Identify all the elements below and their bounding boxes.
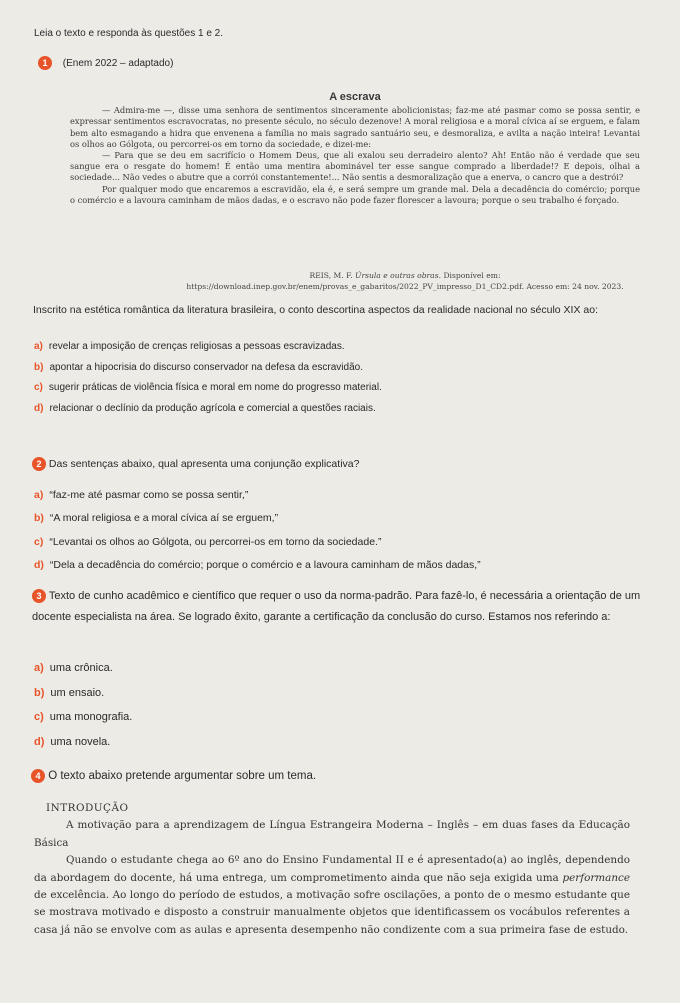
question-3-options bbox=[34, 662, 132, 760]
question-number-badge: 2 bbox=[32, 457, 46, 471]
option-text: apontar a hipocrisia do discurso conservador na defesa da escravidão. bbox=[49, 361, 363, 373]
question-3-text: Texto de cunho acadêmico e científico que requer o uso da norma-padrão. Para fazê-lo, é necessária a orientação de um docente especialista na área. Se logrado êxito, garante a certificação da conclusão do curso. Estamos nos referindo a: bbox=[32, 590, 641, 623]
option-d[interactable] bbox=[34, 736, 132, 748]
option-a[interactable] bbox=[34, 489, 481, 501]
option-letter: c) bbox=[34, 535, 44, 548]
question-1-header bbox=[38, 56, 173, 70]
option-letter: b) bbox=[34, 512, 44, 525]
question-2-stem bbox=[32, 456, 359, 472]
option-letter: b) bbox=[34, 686, 45, 699]
option-c[interactable] bbox=[34, 382, 382, 393]
option-a[interactable] bbox=[34, 662, 132, 674]
passage-paragraph: — Admira-me —, disse uma senhora de sentimentos sinceramente abolicionistas; faz-me até pasmar como se possa sentir, e expressar sentimentos escravocratas, no presente século, no século dezenove! A moral religiosa e a moral cívica aí se erguem, e falam bem alto esmagando a hidra que envenena a família no mais sagrado santuário seu, e desmoraliza, e avilta a nação inteira! Levantai os olhos ao Gólgota, ou percorrei-os em torno da sociedade, e dizei-me: bbox=[70, 105, 640, 149]
option-b[interactable] bbox=[34, 512, 481, 524]
option-letter: b) bbox=[34, 361, 44, 373]
passage-title: A escrava bbox=[329, 91, 381, 103]
question-number-badge: 3 bbox=[32, 589, 46, 603]
option-text: “A moral religiosa e a moral cívica aí se erguem,” bbox=[49, 512, 279, 525]
option-b[interactable] bbox=[34, 362, 382, 373]
question-source: (Enem 2022 – adaptado) bbox=[62, 57, 174, 69]
question-number-badge: 4 bbox=[31, 769, 45, 783]
essay-text: de excelência. Ao longo do período de estudos, a motivação sofre oscilações, a ponto de o mesmo estudante que se mostrava motivado e disposto a construir manualmente objetos que identificassem os vocábulos referentes a casa já não se envolve com as aulas e apresenta desempenho não condizente com a sua primeira fase de estudo. bbox=[34, 889, 630, 936]
option-text: uma crônica. bbox=[49, 662, 113, 674]
option-b[interactable] bbox=[34, 687, 132, 699]
question-3-stem bbox=[32, 586, 642, 627]
option-text: “Levantai os olhos ao Gólgota, ou percorrei-os em torno da sociedade.” bbox=[49, 535, 382, 548]
question-1-stem: Inscrito na estética romântica da literatura brasileira, o conto descortina aspectos da realidade nacional no século XIX ao: bbox=[33, 304, 598, 316]
question-4-stem bbox=[31, 768, 316, 784]
citation-author: REIS, M. F. bbox=[309, 271, 356, 280]
option-text: uma monografia. bbox=[49, 711, 133, 723]
passage-paragraph: Por qualquer modo que encaremos a escravidão, ela é, e será sempre um grande mal. Dela a decadência do comércio; porque o comércio e a lavoura caminham de mãos dadas, e o escravo não pode fazer florescer a lavoura; porque o seu trabalho é forçado. bbox=[70, 183, 640, 205]
question-2-options bbox=[34, 489, 481, 582]
option-letter: a) bbox=[34, 489, 44, 501]
option-text: “faz-me até pasmar como se possa sentir,” bbox=[49, 489, 249, 501]
option-letter: a) bbox=[34, 662, 44, 674]
passage-paragraph: — Para que se deu em sacrifício o Homem Deus, que ali exalou seu derradeiro alento? Ah! Então não é verdade que seu sangue era o resgate do homem! É então uma mentira abominável ter esse sangue comprado a liberdade!? E depois, olhai a sociedade... Não vedes o abutre que a corrói constantemente!... Não sentis a desmoralização que a enerva, o cancro que a destrói? bbox=[70, 150, 640, 183]
citation-rest: . Disponível em: https://download.inep.gov.br/enem/provas_e_gabaritos/2022_PV_impresso_D1_CD2.pdf. Acesso em: 24 nov. 2023. bbox=[186, 271, 624, 291]
option-text: “Dela a decadência do comércio; porque o comércio e a lavoura caminham de mãos dadas,” bbox=[49, 558, 481, 571]
option-letter: c) bbox=[34, 382, 43, 393]
option-d[interactable] bbox=[34, 559, 481, 571]
option-letter: d) bbox=[34, 735, 45, 748]
citation-title: Úrsula e outras obras bbox=[355, 271, 439, 280]
essay-text: Quando o estudante chega ao 6º ano do Ensino Fundamental II e é apresentado(a) ao inglês, dependendo da abordagem do docente, há uma entrega, um comprometimento ainda que não seja exigida uma bbox=[34, 854, 630, 884]
passage-a-escrava bbox=[70, 92, 640, 206]
option-c[interactable] bbox=[34, 711, 132, 723]
option-letter: d) bbox=[34, 558, 44, 571]
option-text: relacionar o declínio da produção agrícola e comercial a questões raciais. bbox=[49, 402, 376, 414]
essay-heading: INTRODUÇÃO bbox=[46, 802, 129, 814]
essay-excerpt bbox=[34, 800, 630, 939]
essay-paragraph bbox=[34, 852, 630, 939]
question-number-badge: 1 bbox=[38, 56, 52, 70]
option-letter: d) bbox=[34, 402, 44, 414]
intro-instruction: Leia o texto e responda às questões 1 e 2. bbox=[34, 28, 224, 39]
option-a[interactable] bbox=[34, 341, 382, 352]
option-text: revelar a imposição de crenças religiosas a pessoas escravizadas. bbox=[48, 341, 345, 352]
option-text: uma novela. bbox=[50, 735, 111, 748]
option-text: sugerir práticas de violência física e moral em nome do progresso material. bbox=[48, 382, 382, 393]
question-1-options bbox=[34, 341, 382, 423]
option-text: um ensaio. bbox=[50, 686, 105, 699]
option-letter: a) bbox=[34, 341, 43, 352]
option-c[interactable] bbox=[34, 536, 481, 548]
option-d[interactable] bbox=[34, 403, 382, 414]
passage-citation bbox=[170, 271, 640, 292]
option-letter: c) bbox=[34, 711, 44, 723]
essay-paragraph: A motivação para a aprendizagem de Língua Estrangeira Moderna – Inglês – em duas fases da Educação Básica bbox=[34, 819, 630, 849]
essay-emphasis: performance bbox=[562, 871, 630, 884]
question-2-text: Das sentenças abaixo, qual apresenta uma conjunção explicativa? bbox=[48, 458, 360, 470]
question-4-text: O texto abaixo pretende argumentar sobre um tema. bbox=[48, 770, 317, 782]
